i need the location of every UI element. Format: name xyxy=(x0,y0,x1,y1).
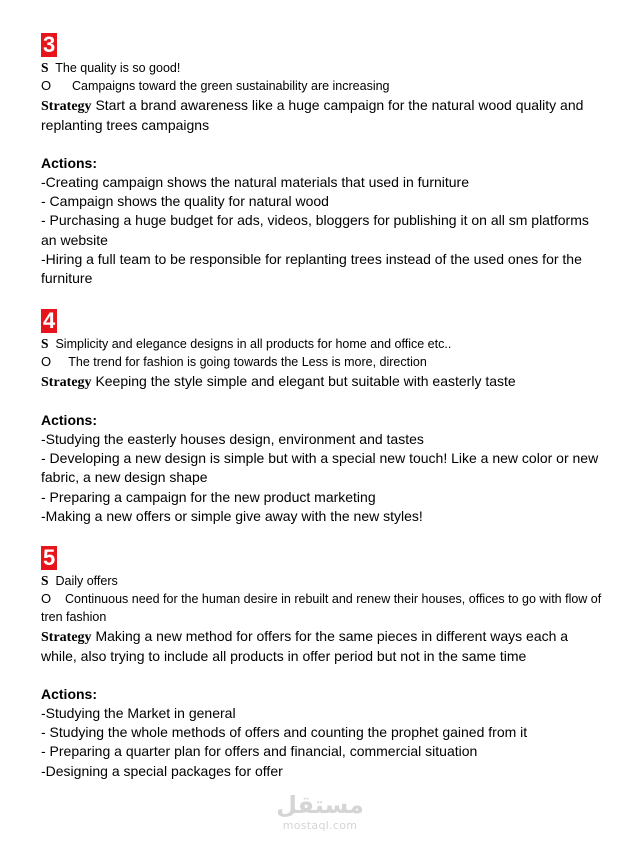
action-item: - Studying the whole methods of offers and counting the prophet gained from it xyxy=(41,724,528,741)
actions-heading: Actions: xyxy=(41,155,97,171)
actions-heading: Actions: xyxy=(41,686,97,702)
strategy-label: Strategy xyxy=(41,630,92,645)
strategy-text: Start a brand awareness like a huge campaign for the natural wood quality and replanting trees campaigns xyxy=(41,97,584,133)
watermark-arabic-logo: مستقل xyxy=(276,791,364,819)
opportunity-text: Continuous need for the human desire in rebuilt and renew their houses, offices to go with flow of tren fashion xyxy=(41,592,602,624)
section-5 xyxy=(41,546,606,781)
opportunity-line xyxy=(41,77,606,95)
action-item: -Creating campaign shows the natural materials that used in furniture xyxy=(41,174,469,190)
strategy-text: Making a new method for offers for the same pieces in different ways each a while, also trying to include all products in offer period but not in the same time xyxy=(41,628,569,664)
strategy-label: Strategy xyxy=(41,375,92,390)
opportunity-text: Campaigns toward the green sustainability are increasing xyxy=(71,79,390,93)
mostaql-watermark xyxy=(270,790,370,832)
o-letter: O xyxy=(41,78,52,93)
action-item: -Studying the Market in general xyxy=(41,705,236,721)
strength-line xyxy=(41,572,606,590)
section-number-badge: 3 xyxy=(43,32,56,57)
strength-text: Daily offers xyxy=(55,574,118,588)
action-item: - Developing a new design is simple but with a special new touch! Like a new color or new fabric, a new design shape xyxy=(41,450,599,486)
watermark-url: mostaql.com xyxy=(282,819,358,832)
section-number-badge: 5 xyxy=(43,545,56,570)
action-item: -Making a new offers or simple give away with the new styles! xyxy=(41,507,423,524)
action-item: -Hiring a full team to be responsible for replanting trees instead of the used ones for the furniture xyxy=(41,250,582,287)
o-letter: O xyxy=(41,591,52,606)
section-3 xyxy=(41,33,606,288)
opportunity-line xyxy=(41,590,606,626)
s-letter: S xyxy=(41,336,49,351)
o-letter: O xyxy=(41,354,52,369)
strategy-text: Keeping the style simple and elegant but suitable with easterly taste xyxy=(95,373,516,389)
strategy-paragraph xyxy=(41,96,606,135)
opportunity-line xyxy=(41,353,606,371)
actions-heading: Actions: xyxy=(41,412,97,428)
action-item: - Purchasing a huge budget for ads, videos, bloggers for publishing it on all sm platforms an website xyxy=(41,212,589,248)
s-letter: S xyxy=(41,573,49,588)
action-item: - Campaign shows the quality for natural wood xyxy=(41,193,329,210)
action-item: - Preparing a quarter plan for offers and financial, commercial situation xyxy=(41,743,478,760)
strategy-label: Strategy xyxy=(41,99,92,114)
strategy-paragraph xyxy=(41,372,606,392)
action-item: - Preparing a campaign for the new product marketing xyxy=(41,488,376,505)
strength-text: The quality is so good! xyxy=(55,61,181,75)
strategy-paragraph xyxy=(41,627,606,666)
action-item: -Studying the easterly houses design, environment and tastes xyxy=(41,431,424,447)
s-letter: S xyxy=(41,60,49,75)
section-number-badge: 4 xyxy=(43,308,56,333)
action-item: -Designing a special packages for offer xyxy=(41,762,283,779)
section-4 xyxy=(41,309,606,526)
opportunity-text: The trend for fashion is going towards the Less is more, direction xyxy=(68,355,427,369)
strength-text: Simplicity and elegance designs in all products for home and office etc.. xyxy=(55,337,452,351)
strength-line xyxy=(41,335,606,353)
strength-line xyxy=(41,59,606,77)
